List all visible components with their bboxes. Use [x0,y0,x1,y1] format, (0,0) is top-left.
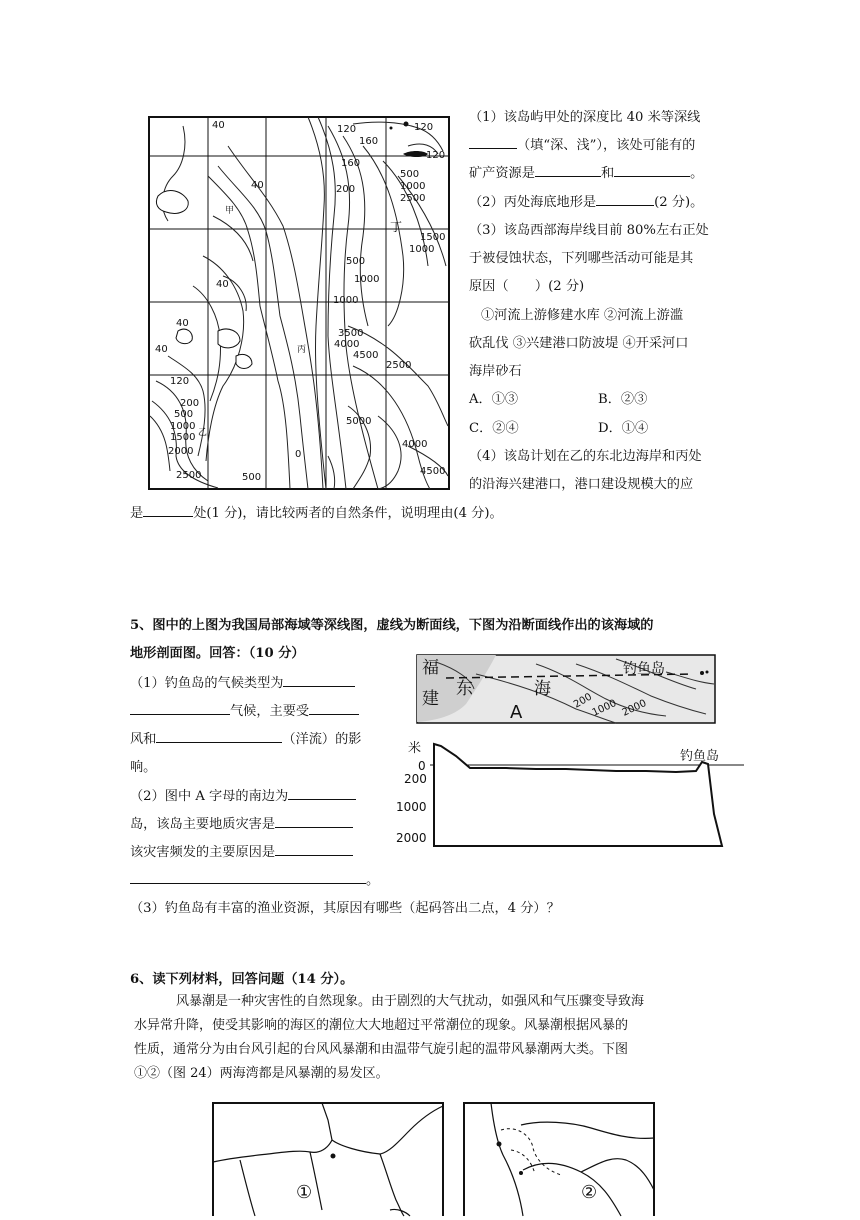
contour-label: 4000 [402,439,428,450]
option-c[interactable]: C．②④ [469,421,519,436]
profile-island-label: 钓鱼岛 [680,749,720,764]
q5-line-1: （1）钓鱼岛的气候类型为 [130,670,355,698]
contour-label: 160 [359,136,379,147]
contour-label: 160 [341,158,361,169]
answer-blank-8[interactable] [309,699,359,715]
bay-map-2-label: ② [581,1182,598,1203]
option-b[interactable]: B．②③ [598,392,648,407]
contour-label: 4500 [420,466,446,477]
q4-line-1: （1）该岛屿甲处的深度比 40 米等深线 [469,110,701,125]
place-label-bing: 丙 [297,345,307,355]
contour-label: 2000 [168,446,194,457]
answer-blank-7[interactable] [130,699,230,715]
contour-label: 40 [251,180,264,191]
answer-blank-13[interactable] [130,868,366,884]
q5-title-line-2: 地形剖面图。回答：（10 分） [130,646,305,661]
contour-label: 200 [336,184,356,195]
contour-label: 4000 [334,339,360,350]
map-label-hai: 海 [534,679,551,699]
map-label-fu: 福 [422,658,439,678]
map-label-island: 钓鱼岛 [623,661,665,677]
contour-label: 1500 [420,232,446,243]
contour-label: 2500 [400,193,426,204]
q5-line-4: 响。 [130,760,157,775]
contour-label: 500 [346,256,366,267]
answer-blank-10[interactable] [288,784,356,800]
contour-label: 120 [426,150,446,161]
contour-label: 500 [174,409,194,420]
map-label-jian: 建 [422,689,439,709]
answer-blank-5[interactable] [143,501,193,517]
profile-tick-0: 0 [418,759,426,773]
bathymetric-contour-map [148,116,450,490]
q5-line-7: 该灾害频发的主要原因是 [130,839,353,867]
q5-title-line-1: 5、图中的上图为我国局部海域等深线图，虚线为断面线，下图为沿断面线作出的该海域的 [130,618,654,633]
contour-label: 40 [216,279,229,290]
isobath-label: 1000 [590,697,619,719]
contour-label: 120 [170,376,190,387]
answer-blank-4[interactable] [596,190,654,206]
contour-label: 4500 [353,350,379,361]
terrain-profile-chart [396,734,746,854]
contour-label: 2500 [176,470,202,481]
contour-label: 40 [212,120,225,131]
isobath-label: 200 [572,691,595,711]
contour-label: 1000 [170,421,196,432]
answer-blank-11[interactable] [275,812,353,828]
q6-para-line: ①②（图 24）两海湾都是风暴潮的易发区。 [134,1066,389,1081]
q6-para-line: 风暴潮是一种灾害性的自然现象。由于剧烈的大气扰动，如强风和气压骤变导致海 [176,994,645,1009]
q4-line-4: （2）丙处海底地形是 (2 分)。 [469,189,703,217]
q4-line-13: 是 处(1 分)，请比较两者的自然条件，说明理由(4 分)。 [130,500,503,528]
bay-map-1-label: ① [296,1182,313,1203]
q5-line-6: 岛，该岛主要地质灾害是 [130,811,353,839]
answer-blank-6[interactable] [283,671,355,687]
q6-title: 6、读下列材料，回答问题（14 分）。 [130,972,354,987]
place-label-jia: 甲 [225,206,235,216]
contour-label: 500 [242,472,262,483]
contour-label: 1000 [400,181,426,192]
profile-unit-label: 米 [408,741,422,756]
q4-line-9: 砍乱伐 ③兴建港口防波堤 ④开采河口 [469,336,689,351]
q4-line-6: 于被侵蚀状态，下列哪些活动可能是其 [469,251,694,266]
contour-label: 40 [176,318,189,329]
isobath-label: 2000 [620,697,649,719]
q4-line-10: 海岸砂石 [469,364,522,379]
contour-label: 5000 [346,416,372,427]
profile-tick-1000: 1000 [396,800,427,814]
q6-para-line: 水异常升降，使受其影响的海区的潮位大大地超过平常潮位的现象。风暴潮根据风暴的 [134,1018,629,1033]
answer-blank-12[interactable] [275,840,353,856]
place-label-yi: 乙 [198,428,208,438]
bay-map-2 [461,1100,657,1220]
contour-label: 200 [180,398,200,409]
answer-blank-3[interactable] [614,161,690,177]
answer-blank-1[interactable] [469,133,517,149]
contour-label: 2500 [386,360,412,371]
q4-line-12: 的沿海兴建港口，港口建设规模大的应 [469,477,694,492]
q5-line-5: （2）图中 A 字母的南边为 [130,783,356,811]
map-label-dong: 东 [456,679,473,699]
profile-tick-2000: 2000 [396,831,427,845]
bay-map-1 [210,1100,446,1220]
q4-line-11: （4）该岛计划在乙的东北边海岸和丙处 [469,449,702,464]
contour-label: 1000 [333,295,359,306]
option-d[interactable]: D．①④ [598,421,649,436]
contour-label: 40 [155,344,168,355]
q4-line-8: ①河流上游修建水库 ②河流上游滥 [481,308,684,323]
q5-line-9: （3）钓鱼岛有丰富的渔业资源，其原因有哪些（起码答出二点，4 分）？ [130,901,560,916]
q5-line-3: 风和 （洋流）的影 [130,726,362,754]
q6-para-line: 性质，通常分为由台风引起的台风风暴潮和由温带气旋引起的温带风暴潮两大类。下图 [134,1042,629,1057]
map-label-a: A [510,702,523,723]
q6-material [134,990,644,1086]
profile-tick-200: 200 [404,772,427,786]
diaoyu-isobath-map [416,654,716,724]
contour-label: 120 [414,122,434,133]
contour-label: 0 [295,449,302,460]
contour-label: 1500 [170,432,196,443]
place-label-ding: 丁 [390,220,403,234]
contour-label: 1000 [354,274,380,285]
q4-line-7: 原因（ ）(2 分) [469,279,585,294]
answer-blank-2[interactable] [535,161,601,177]
q4-line-5: （3）该岛西部海岸线目前 80%左右正处 [469,223,709,238]
q5-line-8: 。 [130,867,379,895]
option-a[interactable]: A．①③ [469,392,519,407]
q4-line-2: （填“深、浅”），该处可能有的 [469,132,695,160]
q5-line-2: 气候，主要受 [130,698,359,726]
q4-line-3: 矿产资源是 和 。 [469,160,703,188]
contour-label: 120 [337,124,357,135]
contour-label: 500 [400,169,420,180]
contour-label: 3500 [338,328,364,339]
contour-label: 1000 [409,244,435,255]
answer-blank-9[interactable] [156,727,282,743]
